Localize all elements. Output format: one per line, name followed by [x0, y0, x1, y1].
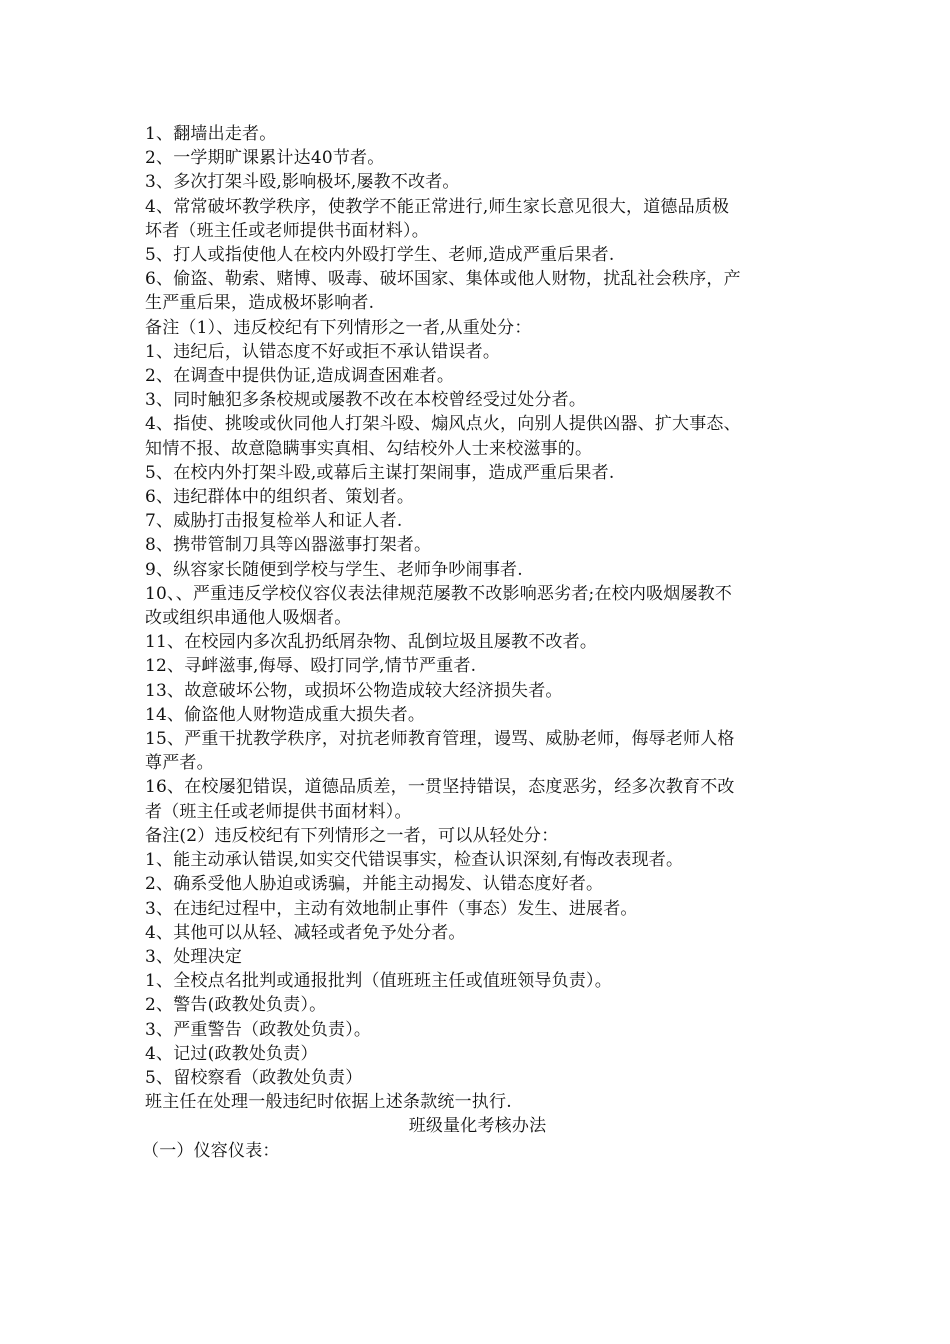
section-heading: 3、处理决定	[145, 946, 243, 967]
list-item: 5、在校内外打架斗殴,或幕后主谋打架闹事，造成严重后果者.	[145, 462, 615, 483]
paragraph: 班主任在处理一般违纪时依据上述条款统一执行.	[145, 1092, 512, 1113]
list-item-continuation: 坏者（班主任或老师提供书面材料）。	[145, 220, 429, 241]
section-note-heading: 备注(2）违反校纪有下列情形之一者，可以从轻处分：	[145, 825, 559, 846]
list-item: 6、偷盗、勒索、赌博、吸毒、破坏国家、集体或他人财物，扰乱社会秩序，产	[145, 269, 741, 290]
list-item: 4、其他可以从轻、减轻或者免予处分者。	[145, 922, 466, 943]
list-item: 1、全校点名批判或通报批判（值班班主任或值班领导负责）。	[145, 971, 612, 992]
list-item: 12、寻衅滋事,侮辱、殴打同学,情节严重者.	[145, 656, 477, 677]
list-item: 6、违纪群体中的组织者、策划者。	[145, 487, 415, 508]
list-item: 3、在违纪过程中，主动有效地制止事件（事态）发生、进展者。	[145, 898, 638, 919]
list-item: 2、在调查中提供伪证,造成调查困难者。	[145, 366, 455, 387]
list-item: 16、在校屡犯错误，道德品质差，一贯坚持错误，态度恶劣，经多次教育不改	[145, 777, 735, 798]
list-item-continuation: 改或组织串通他人吸烟者。	[145, 608, 352, 629]
list-item: 7、威胁打击报复检举人和证人者.	[145, 511, 403, 532]
list-item: 5、留校察看（政教处负责）	[145, 1067, 363, 1088]
list-item: 2、确系受他人胁迫或诱骗，并能主动揭发、认错态度好者。	[145, 874, 604, 895]
list-item: 14、偷盗他人财物造成重大损失者。	[145, 704, 426, 725]
list-item: 1、翻墙出走者。	[145, 124, 277, 144]
list-item: 13、故意破坏公物，或损坏公物造成较大经济损失者。	[145, 680, 563, 701]
list-item: 3、同时触犯多条校规或屡教不改在本校曾经受过处分者。	[145, 390, 587, 411]
list-item: 2、一学期旷课累计达40节者。	[145, 148, 385, 169]
list-item: 8、携带管制刀具等凶器滋事打架者。	[145, 535, 432, 556]
list-item: 15、严重干扰教学秩序，对抗老师教育管理，谩骂、威胁老师，侮辱老师人格	[145, 729, 735, 750]
list-item: 9、纵容家长随便到学校与学生、老师争吵闹事者.	[145, 559, 523, 580]
document-body	[142, 122, 810, 1163]
section-title: 班级量化考核办法	[408, 1116, 547, 1137]
list-item-continuation: 者（班主任或老师提供书面材料）。	[145, 801, 412, 822]
list-item-continuation: 知情不报、故意隐瞒事实真相、勾结校外人士来校滋事的。	[145, 438, 593, 459]
list-item: 3、多次打架斗殴,影响极坏,屡教不改者。	[145, 172, 460, 193]
list-item: 10、、严重违反学校仪容仪表法律规范屡教不改影响恶劣者;在校内吸烟屡教不	[145, 583, 733, 604]
subsection-heading: （一）仪容仪表：	[142, 1140, 280, 1161]
list-item-continuation: 尊严者。	[145, 753, 214, 774]
list-item: 4、指使、挑唆或伙同他人打架斗殴、煽风点火，向别人提供凶器、扩大事态、	[145, 414, 741, 435]
list-item-continuation: 生严重后果，造成极坏影响者.	[145, 293, 375, 314]
list-item: 5、打人或指使他人在校内外殴打学生、老师,造成严重后果者.	[145, 245, 615, 266]
list-item: 11、在校园内多次乱扔纸屑杂物、乱倒垃圾且屡教不改者。	[145, 632, 598, 653]
list-item: 1、能主动承认错误,如实交代错误事实，检查认识深刻,有悔改表现者。	[145, 850, 684, 871]
list-item: 4、记过(政教处负责）	[145, 1043, 318, 1064]
list-item: 2、警告(政教处负责）。	[145, 995, 327, 1016]
section-note-heading: 备注（1）、违反校纪有下列情形之一者,从重处分：	[145, 317, 532, 338]
list-item: 3、严重警告（政教处负责）。	[145, 1019, 372, 1040]
list-item: 4、常常破坏教学秩序，使教学不能正常进行,师生家长意见很大，道德品质极	[145, 196, 730, 217]
list-item: 1、违纪后，认错态度不好或拒不承认错误者。	[145, 341, 501, 362]
